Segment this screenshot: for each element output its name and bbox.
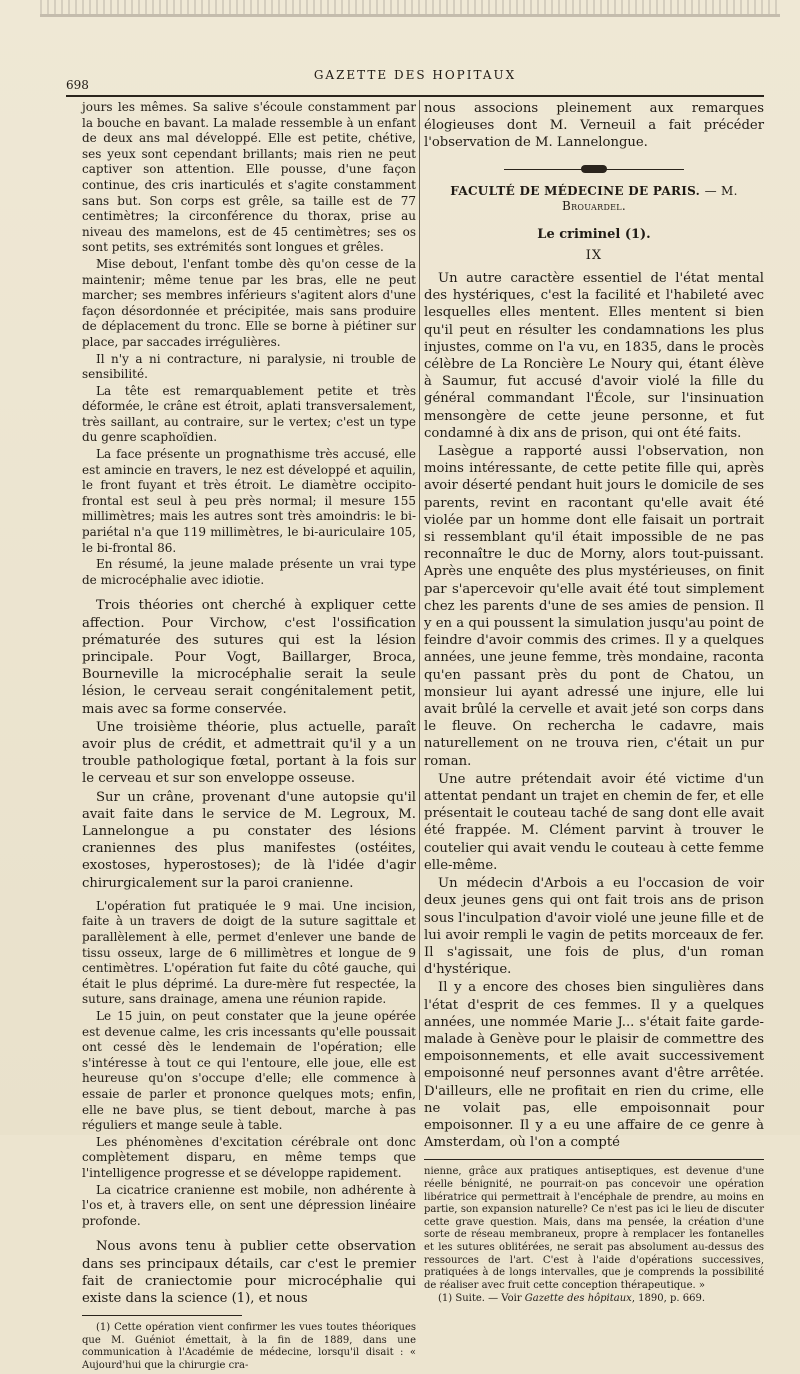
paragraph: Lasègue a rapporté aussi l'observation, non moins intéressante, de cette petite fille qui, après avoir déserté pendant huit jours le domicile de ses parents, revint en racontant qu'elle avait été violée par un homme dont elle faisait un portrait si ressemblant qu'il était impossible de ne pas reconnaître le duc de Morny, alors tout-puissant. Après une enquête des plus mystérieuses, on finit par s'apercevoir qu'elle avait été tout simplement chez les parents d'une de ses amies de pension. Il y en a qui poussent la simulation jusqu'au point de feindre d'avoir commis des crimes. Il y a quelques années, une jeune femme, très mondaine, raconta qu'en passant près du pont de Chatou, un monsieur lui ayant adressé une injure, elle lui avait brûlé la cervelle et avait jeté son corps dans le fleuve. On rechercha le cadavre, mais naturellement on ne trouva rien, c'était un pur roman. <box>424 444 764 769</box>
section-title: FACULTÉ DE MÉDECINE DE PARIS. <box>450 183 701 198</box>
running-title: GAZETTE DES HOPITAUX <box>313 68 517 82</box>
paragraph: nous associons pleinement aux remarques élogieuses dont M. Verneuil a fait précéder l'observation de M. Lannelongue. <box>424 101 764 151</box>
header-rule <box>66 95 764 97</box>
page-number: 698 <box>66 78 89 92</box>
footnote-suffix: , 1890, p. 669. <box>631 1293 706 1305</box>
footnote-continuation: nienne, grâce aux pratiques antiseptiques, est devenue d'une réelle bénignité, ne pourrait-on pas concevoir une opération libératrice qui permettrait à l'encéphale de prendre, au moins en partie, son expansion naturelle? Ce n'est pas ici le lieu de discuter cette grave question. Mais, dans ma pensée, la création d'une sorte de réseau membraneux, propre à remplacer les fontanelles et les sutures oblitérées, ne serait pas absolument au-dessus des ressources de l'art. C'est à l'aide d'opérations successives, pratiquées à de longs intervalles, que je comprends la possibilité de réaliser avec fruit cette conception thérapeutique. » <box>424 1166 764 1291</box>
paragraph: Mise debout, l'enfant tombe dès qu'on cesse de la maintenir; même tenue par les bras, elle ne peut marcher; ses membres inférieurs s'agitent alors d'une façon désordonnée et précipitée, mais sans produire de déplacement du tronc. Elle se borne à piétiner sur place, par saccades irrégulières. <box>82 256 416 349</box>
paragraph: Trois théories ont cherché à expliquer cette affection. Pour Virchow, c'est l'ossification prématurée des sutures qui est la lésion principale. Pour Vogt, Baillarger, Broca, Bourneville la microcéphalie serait la seule lésion, le cerveau serait congénitalement petit, mais avec sa forme conservée. <box>82 598 416 717</box>
section-heading <box>424 184 764 215</box>
paragraph: La cicatrice cranienne est mobile, non adhérente à l'os et, à travers elle, on sent une dépression linéaire profonde. <box>82 1182 416 1228</box>
right-column <box>424 100 764 1307</box>
bleed-through-strip <box>40 0 780 17</box>
footnote-rule <box>424 1159 764 1160</box>
paragraph: En résumé, la jeune malade présente un vrai type de microcéphalie avec idiotie. <box>82 557 416 587</box>
paragraph: Nous avons tenu à publier cette observation dans ses principaux détails, car c'est le premier fait de craniectomie pour microcéphalie qui existe dans la science (1), et nous <box>82 1239 416 1306</box>
paragraph: Le 15 juin, on peut constater que la jeune opérée est devenue calme, les cris incessants qu'elle poussait ont cessé dès le lendemain de l'opération; elle s'intéresse à tout ce qui l'entoure, elle joue, elle est heureuse qu'on s'occupe d'elle; elle commence à essaie de parler et prononce quelques mots; enfin, elle ne bave plus, se tient debout, marche à pas réguliers et mange seule à table. <box>82 1009 416 1133</box>
section-author: — M. Brouardel. <box>561 183 738 214</box>
paragraph: Une troisième théorie, plus actuelle, paraît avoir plus de crédit, et admettrait qu'il y a un trouble pathologique fœtal, portant à la fois sur le cerveau et sur son enveloppe osseuse. <box>82 719 416 787</box>
paragraph: Sur un crâne, provenant d'une autopsie qu'il avait faite dans le service de M. Legroux, M. Lannelongue a pu constater des lésions craniennes des plus manifestes (ostéites, exostoses, hyperostoses); de là l'idée d'agir chirurgicalement sur la paroi cranienne. <box>82 789 416 891</box>
paragraph: Une autre prétendait avoir été victime d'un attentat pendant un trajet en chemin de fer, et elle présentait le couteau taché de sang dont elle avait été frappée. M. Clément parvint à trouver le coutelier qui avait vendu le couteau à cette femme elle-même. <box>424 771 764 873</box>
footnote-journal: Gazette des hôpitaux <box>524 1293 632 1305</box>
paragraph: La tête est remarquablement petite et très déformée, le crâne est étroit, aplati transversalement, très saillant, au contraire, sur le vertex; c'est un type du genre scaphoïdien. <box>82 383 416 445</box>
paragraph: jours les mêmes. Sa salive s'écoule constamment par la bouche en bavant. La malade ressemble à un enfant de deux ans mal développé. Elle est petite, chétive, ses yeux sont cependant brillants; mais rien ne peut captiver son attention. Elle pousse, d'une façon continue, des cris inarticulés et s'agite constamment sans but. Son corps est grêle, sa taille est de 77 centimètres; la circonférence du thorax, prise au niveau des mamelons, est de 45 centimètres; ses os sont petits, ses extrémités sont longues et grêles. <box>82 100 416 255</box>
page-header <box>66 62 764 92</box>
paragraph: Un médecin d'Arbois a eu l'occasion de voir deux jeunes gens qui ont fait trois ans de prison sous l'inculpation d'avoir violé une jeune fille et de lui avoir rempli le vagin de petits morceaux de fer. Il s'agissait, une fois de plus, d'un roman d'hystérique. <box>424 876 764 978</box>
paragraph: Les phénomènes d'excitation cérébrale ont donc complètement disparu, en même temps que l'intelligence progresse et se développe rapidement. <box>82 1134 416 1180</box>
chapter-number: IX <box>585 248 603 264</box>
paragraph: Il y a encore des choses bien singulières dans l'état d'esprit de ces femmes. Il y a quelques années, une nommée Marie J... s'était faite garde-malade à Genève pour le plaisir de commettre des empoisonnements, et elle avait successivement empoisonné neuf personnes avant d'être arrêtée. D'ailleurs, elle ne profitait en rien du crime, elle ne volait pas, elle empoisonnait pour empoisonner. Il y a eu une affaire de ce genre à Amsterdam, où l'on a compté <box>424 980 764 1151</box>
footnote-rule <box>82 1315 242 1316</box>
paragraph: Il n'y a ni contracture, ni paralysie, ni trouble de sensibilité. <box>82 351 416 382</box>
article-subtitle: Le criminel (1). <box>537 226 651 242</box>
footnote: (1) Cette opération vient confirmer les vues toutes théoriques que M. Guéniot émettait, à la fin de 1889, dans une communication à l'Académie de médecine, lorsqu'il disait : « Aujourd'hui que la chirurgie cra- <box>82 1322 416 1371</box>
paragraph: La face présente un prognathisme très accusé, elle est amincie en travers, le nez est développé et aquilin, le front fuyant et très étroit. Le diamètre occipito-frontal est seul à peu près normal; il mesure 155 millimètres; mais les autres sont très amoindris: le bi-pariétal n'a que 119 millimètres, le bi-auriculaire 105, le bi-frontal 86. <box>82 447 416 555</box>
section-separator <box>424 162 764 176</box>
footnote-prefix: (1) Suite. — Voir <box>438 1293 525 1305</box>
column-divider <box>419 100 420 1100</box>
paragraph: Un autre caractère essentiel de l'état mental des hystériques, c'est la facilité et l'habileté avec lesquelles elles mentent. Elles mentent si bien qu'il peut en résulter les condamnations les plus injustes, comme on l'a vu, en 1835, dans le procès célèbre de La Roncière Le Noury qui, étant élève à Saumur, fut accusé d'avoir violé la fille du général commandant l'École, sur l'insinuation mensongère de cette jeune personne, et fut condamné à dix ans de prison, qui ont été faits. <box>424 270 764 441</box>
footnote <box>424 1293 764 1306</box>
left-column <box>82 100 416 1374</box>
paragraph: L'opération fut pratiquée le 9 mai. Une incision, faite à un travers de doigt de la suture sagittale et parallèlement à elle, permet d'enlever une bande de tissu osseux, large de 6 millimètres et longue de 9 centimètres. L'opération fut faite du côté gauche, qui était le plus déprimé. La dure-mère fut respectée, la suture, sans drainage, amena une réunion rapide. <box>82 898 416 1007</box>
